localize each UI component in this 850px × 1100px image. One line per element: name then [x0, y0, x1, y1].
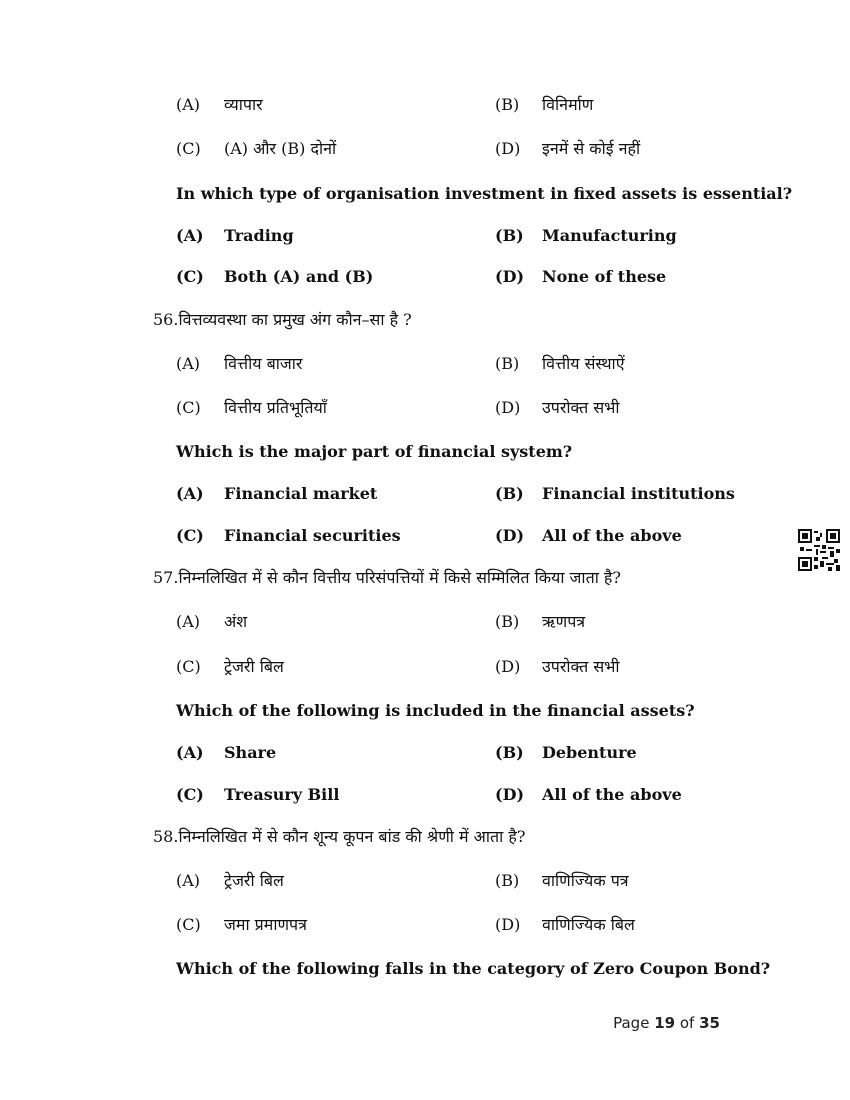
option-label-a: (A)	[176, 743, 204, 762]
q57-hi-row-cd	[0, 652, 850, 682]
option-label-c: (C)	[176, 526, 204, 545]
q55-en-option-c: Both (A) and (B)	[224, 267, 374, 286]
q55-hi-row-ab	[0, 90, 850, 120]
q55-hi-option-b: विनिर्माण	[542, 95, 594, 114]
option-label-c: (C)	[176, 915, 201, 934]
page-total: 35	[699, 1014, 720, 1032]
q56-hi-option-d: उपरोक्त सभी	[542, 398, 620, 417]
q57-hi-question: 57.निम्नलिखित में से कौन वित्तीय परिसंपत्तियों में किसे सम्मिलित किया जाता है?	[153, 568, 622, 587]
q57-hi-row-ab	[0, 607, 850, 637]
q57-hi-option-a: अंश	[224, 612, 248, 631]
q55-en-option-d: None of these	[542, 267, 667, 286]
option-label-d: (D)	[495, 657, 521, 676]
q58-hi-row-cd	[0, 910, 850, 940]
q58-hi-option-a: ट्रेजरी बिल	[224, 871, 284, 890]
q56-en-option-a: Financial market	[224, 484, 378, 503]
q58-hi-question: 58.निम्नलिखित में से कौन शून्य कूपन बांड की श्रेणी में आता है?	[153, 827, 526, 846]
q57-hi-option-d: उपरोक्त सभी	[542, 657, 620, 676]
q56-hi-row-ab	[0, 349, 850, 379]
option-label-c: (C)	[176, 139, 201, 158]
option-label-a: (A)	[176, 226, 204, 245]
option-label-a: (A)	[176, 95, 201, 114]
q57-hi-option-b: ऋणपत्र	[542, 612, 586, 631]
option-label-d: (D)	[495, 267, 525, 286]
q55-en-question: In which type of organisation investment in fixed assets is essential?	[176, 184, 793, 203]
q56-hi-question: 56.वित्तव्यवस्था का प्रमुख अंग कौन–सा है ?	[153, 310, 412, 329]
q55-hi-option-d: इनमें से कोई नहीं	[542, 139, 641, 158]
option-label-c: (C)	[176, 657, 201, 676]
option-label-a: (A)	[176, 612, 201, 631]
page-word: Page	[613, 1014, 650, 1032]
option-label-b: (B)	[495, 743, 524, 762]
option-label-a: (A)	[176, 354, 201, 373]
q57-en-option-d: All of the above	[542, 785, 682, 804]
q58-hi-option-c: जमा प्रमाणपत्र	[224, 915, 307, 934]
q57-en-option-a: Share	[224, 743, 277, 762]
option-label-b: (B)	[495, 95, 520, 114]
option-label-b: (B)	[495, 354, 520, 373]
option-label-b: (B)	[495, 871, 520, 890]
q56-en-row-cd	[0, 521, 850, 551]
q56-en-row-ab	[0, 479, 850, 509]
q55-hi-row-cd	[0, 134, 850, 164]
option-label-c: (C)	[176, 267, 204, 286]
q55-hi-option-c: (A) और (B) दोनों	[224, 139, 337, 158]
page-number: 19	[654, 1014, 676, 1032]
q56-hi-option-c: वित्तीय प्रतिभूतियाँ	[224, 398, 327, 417]
q56-hi-option-b: वित्तीय संस्थाऐं	[542, 354, 625, 373]
option-label-d: (D)	[495, 526, 525, 545]
q56-en-question: Which is the major part of financial system?	[176, 442, 573, 461]
option-label-d: (D)	[495, 785, 525, 804]
page-footer	[613, 1014, 720, 1032]
qr-code-icon	[798, 529, 840, 571]
option-label-b: (B)	[495, 484, 524, 503]
q56-hi-row-cd	[0, 393, 850, 423]
option-label-d: (D)	[495, 398, 521, 417]
q55-en-row-ab	[0, 221, 850, 251]
q55-en-row-cd	[0, 262, 850, 292]
q55-en-option-b: Manufacturing	[542, 226, 677, 245]
option-label-b: (B)	[495, 226, 524, 245]
option-label-a: (A)	[176, 484, 204, 503]
of-word: of	[679, 1014, 695, 1032]
q58-hi-option-b: वाणिज्यिक पत्र	[542, 871, 629, 890]
q55-hi-option-a: व्यापार	[224, 95, 263, 114]
q57-hi-option-c: ट्रेजरी बिल	[224, 657, 284, 676]
option-label-b: (B)	[495, 612, 520, 631]
q58-hi-row-ab	[0, 866, 850, 896]
q55-en-option-a: Trading	[224, 226, 294, 245]
q56-en-option-c: Financial securities	[224, 526, 401, 545]
q56-en-option-d: All of the above	[542, 526, 682, 545]
q57-en-option-b: Debenture	[542, 743, 637, 762]
q56-en-option-b: Financial institutions	[542, 484, 735, 503]
q57-en-option-c: Treasury Bill	[224, 785, 340, 804]
q58-hi-option-d: वाणिज्यिक बिल	[542, 915, 635, 934]
q58-en-question: Which of the following falls in the category of Zero Coupon Bond?	[176, 959, 771, 978]
option-label-c: (C)	[176, 398, 201, 417]
option-label-d: (D)	[495, 139, 521, 158]
q56-hi-option-a: वित्तीय बाजार	[224, 354, 303, 373]
q57-en-row-ab	[0, 738, 850, 768]
option-label-a: (A)	[176, 871, 201, 890]
q57-en-question: Which of the following is included in the financial assets?	[176, 701, 695, 720]
q57-en-row-cd	[0, 780, 850, 810]
option-label-d: (D)	[495, 915, 521, 934]
option-label-c: (C)	[176, 785, 204, 804]
